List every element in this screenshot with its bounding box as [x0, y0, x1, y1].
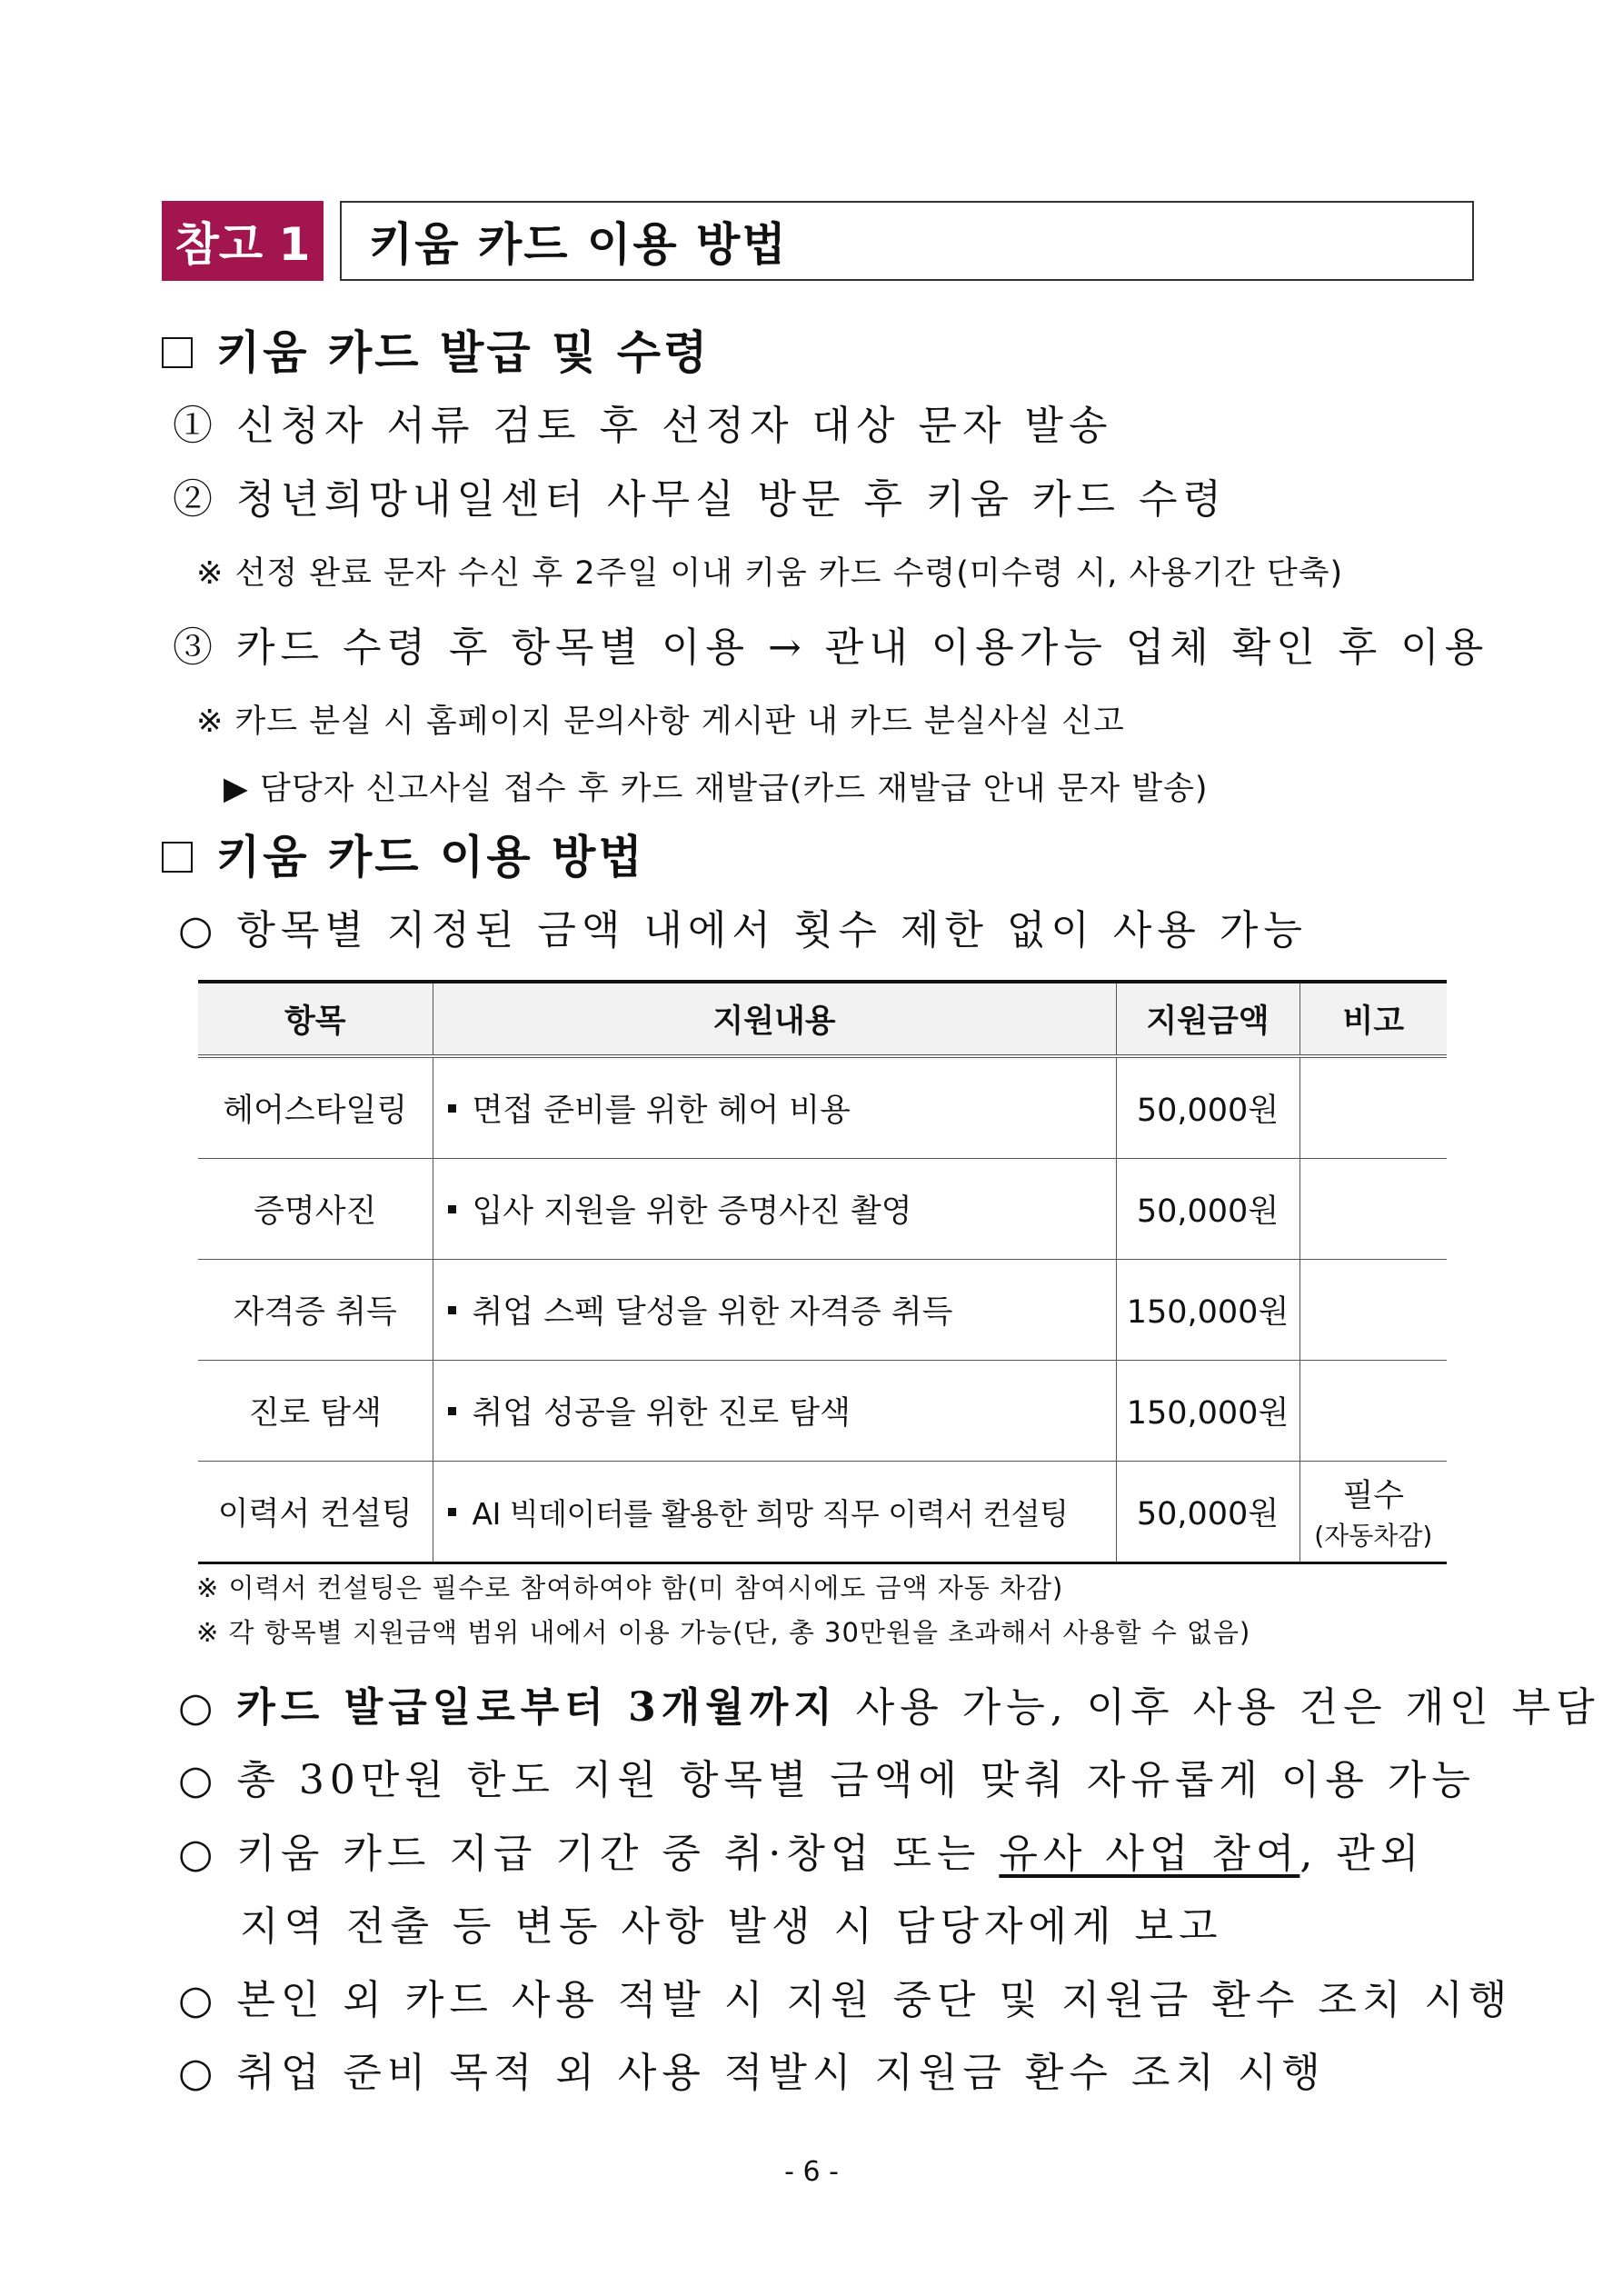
rule-1 — [178, 1674, 1600, 1732]
checkbox-square-icon — [162, 337, 193, 368]
square-bullet-icon — [448, 1407, 456, 1415]
table-header-row — [198, 982, 1447, 1056]
rule-3-continued: 지역 전출 등 변동 사항 발생 시 담당자에게 보고 — [240, 1903, 1223, 1950]
row-remark — [1299, 1462, 1447, 1563]
row-remark — [1299, 1056, 1447, 1159]
rule-2-text: 총 30만원 한도 지원 항목별 금액에 맞춰 자유롭게 이용 가능 — [236, 1757, 1476, 1803]
row-amount: 150,000원 — [1116, 1260, 1299, 1361]
reissue-note: ▶ 담당자 신고사실 접수 후 카드 재발급(카드 재발급 안내 문자 발송) — [224, 771, 1209, 807]
square-bullet-icon — [448, 1205, 456, 1213]
reference-badge: 참고 1 — [162, 201, 324, 281]
table-row — [198, 1056, 1447, 1159]
row-item: 진로 탐색 — [198, 1361, 433, 1462]
rule-3 — [178, 1821, 1424, 1879]
square-bullet-icon — [448, 1104, 456, 1113]
table-note-2: ※ 각 항목별 지원금액 범위 내에서 이용 가능(단, 총 30만원을 초과해서 사용할 수 없음) — [196, 1617, 1251, 1648]
rule-5-text: 취업 준비 목적 외 사용 적발시 지원금 환수 조치 시행 — [236, 2050, 1326, 2096]
row-desc: AI 빅데이터를 활용한 희망 직무 이력서 컨설팅 — [472, 1495, 1069, 1532]
table-row — [198, 1260, 1447, 1361]
remark-required: 필수 — [1342, 1478, 1405, 1514]
table-note-1: ※ 이력서 컨설팅은 필수로 참여하여야 함(미 참여시에도 금액 자동 차감) — [196, 1572, 1064, 1603]
row-remark — [1299, 1361, 1447, 1462]
row-desc-cell — [433, 1056, 1116, 1159]
row-desc: 취업 스펙 달성을 위한 자격증 취득 — [472, 1294, 953, 1331]
row-amount: 50,000원 — [1116, 1159, 1299, 1260]
row-amount: 50,000원 — [1116, 1462, 1299, 1563]
row-amount: 50,000원 — [1116, 1056, 1299, 1159]
rule-2 — [178, 1747, 1476, 1805]
table-row — [198, 1159, 1447, 1260]
row-remark — [1299, 1159, 1447, 1260]
rule-3-text: 키움 카드 지급 기간 중 취·창업 또는 — [236, 1831, 1000, 1877]
section1-heading — [162, 316, 710, 382]
row-desc-cell — [433, 1159, 1116, 1260]
rule-1-emphasis: 카드 발급일로부터 3개월까지 — [236, 1684, 838, 1731]
lost-card-note: ※ 카드 분실 시 홈페이지 문의사항 게시판 내 카드 분실사실 신고 — [196, 704, 1125, 740]
rule-3-underlined: 유사 사업 참여 — [999, 1831, 1300, 1877]
col-header-remark: 비고 — [1299, 982, 1447, 1056]
row-desc: 입사 지원을 위한 증명사진 촬영 — [472, 1193, 912, 1230]
header-separator — [327, 201, 336, 281]
row-desc-cell — [433, 1361, 1116, 1462]
step-3: ③ 카드 수령 후 항목별 이용 → 관내 이용가능 업체 확인 후 이용 — [173, 624, 1489, 671]
row-amount: 150,000원 — [1116, 1361, 1299, 1462]
table-row — [198, 1462, 1447, 1563]
remark-auto-deduct: (자동차감) — [1314, 1521, 1433, 1551]
rule-1-text: 사용 가능, 이후 사용 건은 개인 부담 — [837, 1684, 1600, 1731]
col-header-amount: 지원금액 — [1116, 982, 1299, 1056]
support-table — [198, 980, 1447, 1564]
rule-4-text: 본인 외 카드 사용 적발 시 지원 중단 및 지원금 환수 조치 시행 — [236, 1977, 1513, 2023]
row-remark — [1299, 1260, 1447, 1361]
step-1: ① 신청자 서류 검토 후 선정자 대상 문자 발송 — [173, 403, 1113, 449]
step-2-note: ※ 선정 완료 문자 수신 후 2주일 이내 키움 카드 수령(미수령 시, 사용기간 단축) — [196, 555, 1344, 592]
section1-title: 키움 카드 발급 및 수령 — [216, 326, 711, 379]
row-desc-cell — [433, 1462, 1116, 1563]
row-desc-cell — [433, 1260, 1116, 1361]
usage-intro: ○ 항목별 지정된 금액 내에서 횟수 제한 없이 사용 가능 — [178, 907, 1308, 953]
rule-3-text-end: , 관외 — [1299, 1831, 1425, 1877]
row-item: 증명사진 — [198, 1159, 433, 1260]
row-desc: 면접 준비를 위한 헤어 비용 — [472, 1093, 851, 1129]
row-item: 헤어스타일링 — [198, 1056, 433, 1159]
rule-bullet: ○ — [178, 1831, 219, 1877]
rule-bullet: ○ — [178, 1684, 219, 1731]
col-header-content: 지원내용 — [433, 982, 1116, 1056]
row-item: 자격증 취득 — [198, 1260, 433, 1361]
page-title: 키움 카드 이용 방법 — [340, 201, 1474, 281]
rule-bullet: ○ — [178, 1977, 219, 2023]
square-bullet-icon — [448, 1306, 456, 1314]
checkbox-square-icon — [162, 842, 193, 873]
step-2: ② 청년희망내일센터 사무실 방문 후 키움 카드 수령 — [173, 476, 1227, 523]
table-row — [198, 1361, 1447, 1462]
rule-4 — [178, 1967, 1512, 2025]
col-header-item: 항목 — [198, 982, 433, 1056]
section2-heading — [162, 821, 645, 886]
section2-title: 키움 카드 이용 방법 — [216, 831, 645, 883]
rule-5 — [178, 2040, 1326, 2098]
rule-bullet: ○ — [178, 2050, 219, 2096]
row-desc: 취업 성공을 위한 진로 탐색 — [472, 1395, 851, 1432]
page-number: - 6 - — [784, 2156, 839, 2188]
row-item: 이력서 컨설팅 — [198, 1462, 433, 1563]
square-bullet-icon — [448, 1508, 456, 1516]
rule-bullet: ○ — [178, 1757, 219, 1803]
